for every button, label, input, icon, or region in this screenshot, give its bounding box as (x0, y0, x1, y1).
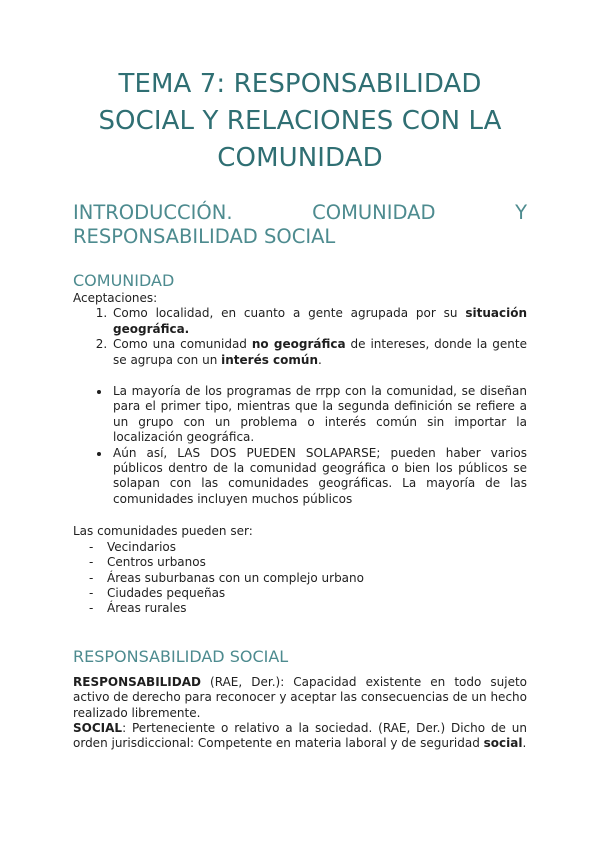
type-item-centros-urbanos (89, 555, 527, 570)
acepcion-2-text: Como una comunidad (113, 337, 252, 352)
acepcion-1-bold: situación geográfica. (113, 306, 527, 336)
definition-responsabilidad (73, 675, 527, 721)
acepcion-item-1 (111, 306, 527, 337)
comunidad-bullet-list (73, 384, 527, 507)
type-item-areas-suburbanas (89, 570, 527, 586)
type-label: Ciudades pequeñas (107, 585, 226, 600)
definition-text-responsabilidad: (RAE, Der.): Capacidad existente en todo sujeto activo de derecho para reconocer y aceptar las consecuencias de un hecho realizado libremente. (73, 674, 527, 720)
acepcion-2-bold: no geográfica (251, 337, 346, 352)
dash-marker: - (89, 555, 94, 570)
definition-social (73, 721, 527, 752)
type-label: Áreas suburbanas con un complejo urbano (107, 570, 364, 585)
section-heading-introduccion: INTRODUCCIÓN. COMUNIDAD Y RESPONSABILIDAD SOCIAL (73, 201, 527, 248)
acepcion-1-text: Como localidad, en cuanto a gente agrupada por su (113, 306, 466, 321)
acepciones-label: Aceptaciones: (73, 291, 158, 305)
acepcion-2-bold-2: interés común (221, 352, 318, 367)
comunidades-types-list (73, 540, 527, 617)
dash-marker: - (89, 601, 94, 616)
type-item-areas-rurales (89, 601, 527, 616)
definition-text-social: : Perteneciente o relativo a la sociedad. (RAE, Der.) Dicho de un orden jurisdiccional: Competente en materia laboral y de seguridad (73, 720, 527, 751)
dash-marker: - (89, 585, 94, 600)
type-label: Centros urbanos (107, 555, 206, 570)
acepciones-list (73, 306, 527, 368)
type-label: Vecindarios (107, 539, 177, 554)
dash-marker: - (89, 570, 94, 585)
subsection-heading-comunidad: COMUNIDAD (73, 271, 175, 290)
dash-marker: - (89, 539, 94, 554)
document-title: TEMA 7: RESPONSABILIDAD SOCIAL Y RELACIONES CON LA COMUNIDAD (98, 69, 502, 173)
acepcion-2-text-mid: de intereses, donde la gente se agrupa con un (113, 337, 527, 367)
bullet-item-1: • La mayoría de los programas de rrpp con la comunidad, se diseñan para el primer tipo, mientras que la segunda definición se refiere a un grupo con un problema o interés común sin importar la localización geográfica. (111, 384, 527, 446)
acepcion-2-text-end: . (318, 352, 322, 367)
type-item-vecindarios (89, 539, 527, 555)
definition-term-social: SOCIAL (73, 720, 123, 735)
document-page (73, 66, 527, 752)
bullet-item-2: • Aún así, LAS DOS PUEDEN SOLAPARSE; pueden haber varios públicos dentro de la comunidad geográfica o bien los públicos se solapan con las comunidades geográficas. La mayoría de las comunidades incluyen muchos públicos (111, 446, 527, 508)
definition-social-bold-end: social (483, 736, 523, 751)
definition-social-end: . (522, 736, 527, 751)
type-item-ciudades-pequenas (89, 585, 527, 601)
subsection-heading-responsabilidad-social: RESPONSABILIDAD SOCIAL (73, 646, 289, 666)
type-label: Áreas rurales (107, 601, 187, 616)
acepcion-item-2 (111, 337, 527, 368)
comunidades-types-label: Las comunidades pueden ser: (73, 524, 253, 539)
definition-term-responsabilidad: RESPONSABILIDAD (73, 674, 201, 689)
